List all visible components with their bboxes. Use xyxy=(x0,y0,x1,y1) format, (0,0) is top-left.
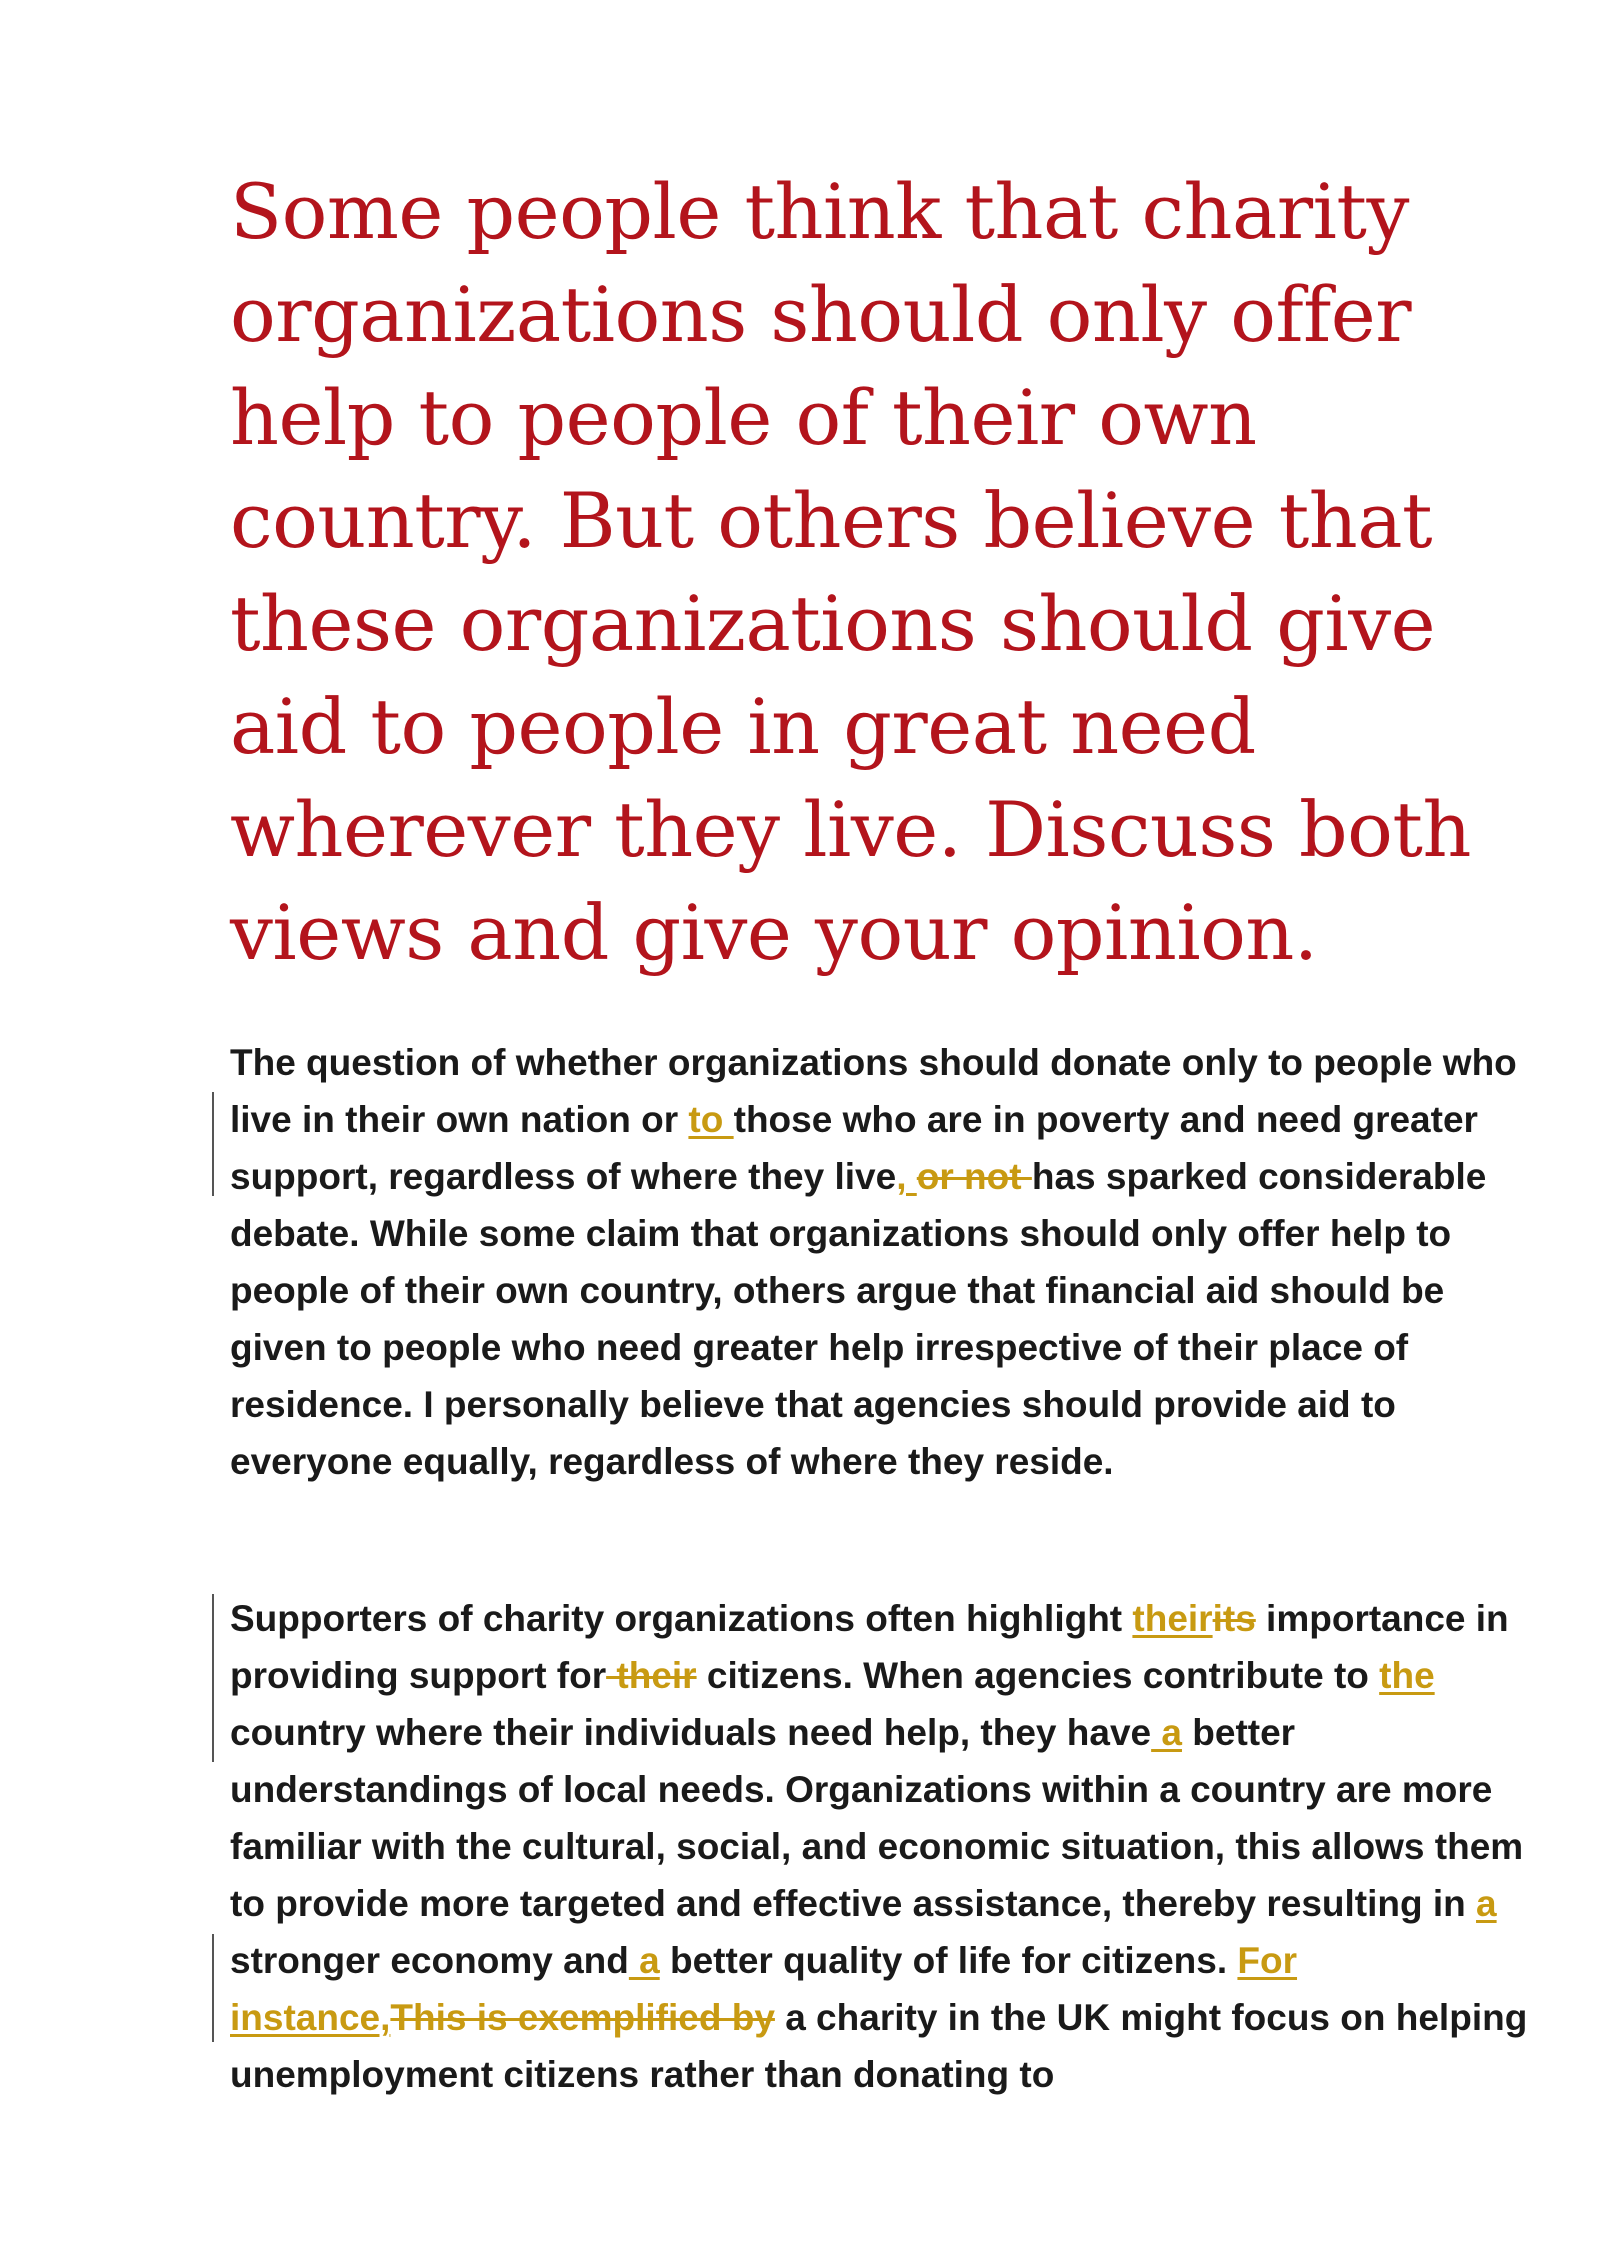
change-bar xyxy=(212,1594,214,1762)
tracked-deletion: or not xyxy=(916,1156,1032,1197)
tracked-deletion: its xyxy=(1212,1598,1256,1639)
text-segment: stronger economy and xyxy=(230,1940,629,1981)
text-segment: better understandings of local needs. Organizations within a country are more familiar with the cultural, social, and economic situation, this allows them to provide more targeted and effective assistance, thereby resulting in xyxy=(230,1712,1524,1924)
tracked-deletion: This is exemplified by xyxy=(390,1997,775,2038)
tracked-insertion: , xyxy=(896,1156,917,1197)
change-bar xyxy=(212,1934,214,2042)
tracked-insertion: to xyxy=(688,1099,734,1140)
tracked-insertion: the xyxy=(1379,1655,1435,1696)
tracked-insertion: a xyxy=(1476,1883,1497,1924)
text-segment: Supporters of charity organizations often highlight xyxy=(230,1598,1133,1639)
text-segment: a charity in the UK might focus on helping unemployment citizens rather than donating to xyxy=(230,1997,1528,2095)
body-paragraph-1 xyxy=(230,1590,1530,2103)
text-segment: better quality of life for citizens. xyxy=(659,1940,1238,1981)
tracked-deletion: their xyxy=(606,1655,697,1696)
essay-prompt: Some people think that charity organizations should only offer help to people of their own country. But others believe that these organizations should give aid to people in great need wherever they live. Discuss both views and give your opinion. xyxy=(230,167,1471,977)
text-segment: citizens. When agencies contribute to xyxy=(696,1655,1380,1696)
text-segment: country where their individuals need help, they have xyxy=(230,1712,1152,1753)
text-segment: those who are in poverty and need greater support, regardless of where they live xyxy=(230,1099,1478,1197)
introduction-paragraph xyxy=(230,1034,1530,1490)
tracked-insertion: For instance, xyxy=(230,1940,1298,2038)
text-segment: The question of whether organizations should donate only to people who live in their own nation or xyxy=(230,1042,1517,1140)
tracked-insertion: a xyxy=(628,1940,660,1981)
tracked-insertion: a xyxy=(1151,1712,1182,1753)
tracked-insertion: their xyxy=(1132,1598,1213,1639)
change-bar xyxy=(212,1092,214,1196)
text-segment: importance in providing support for xyxy=(230,1598,1509,1696)
text-segment: has sparked considerable debate. While some claim that organizations should only offer help to people of their own country, others argue that financial aid should be given to people who need greater help irrespective of their place of residence. I personally believe that agencies should provide aid to everyone equally, regardless of where they reside. xyxy=(230,1156,1487,1482)
